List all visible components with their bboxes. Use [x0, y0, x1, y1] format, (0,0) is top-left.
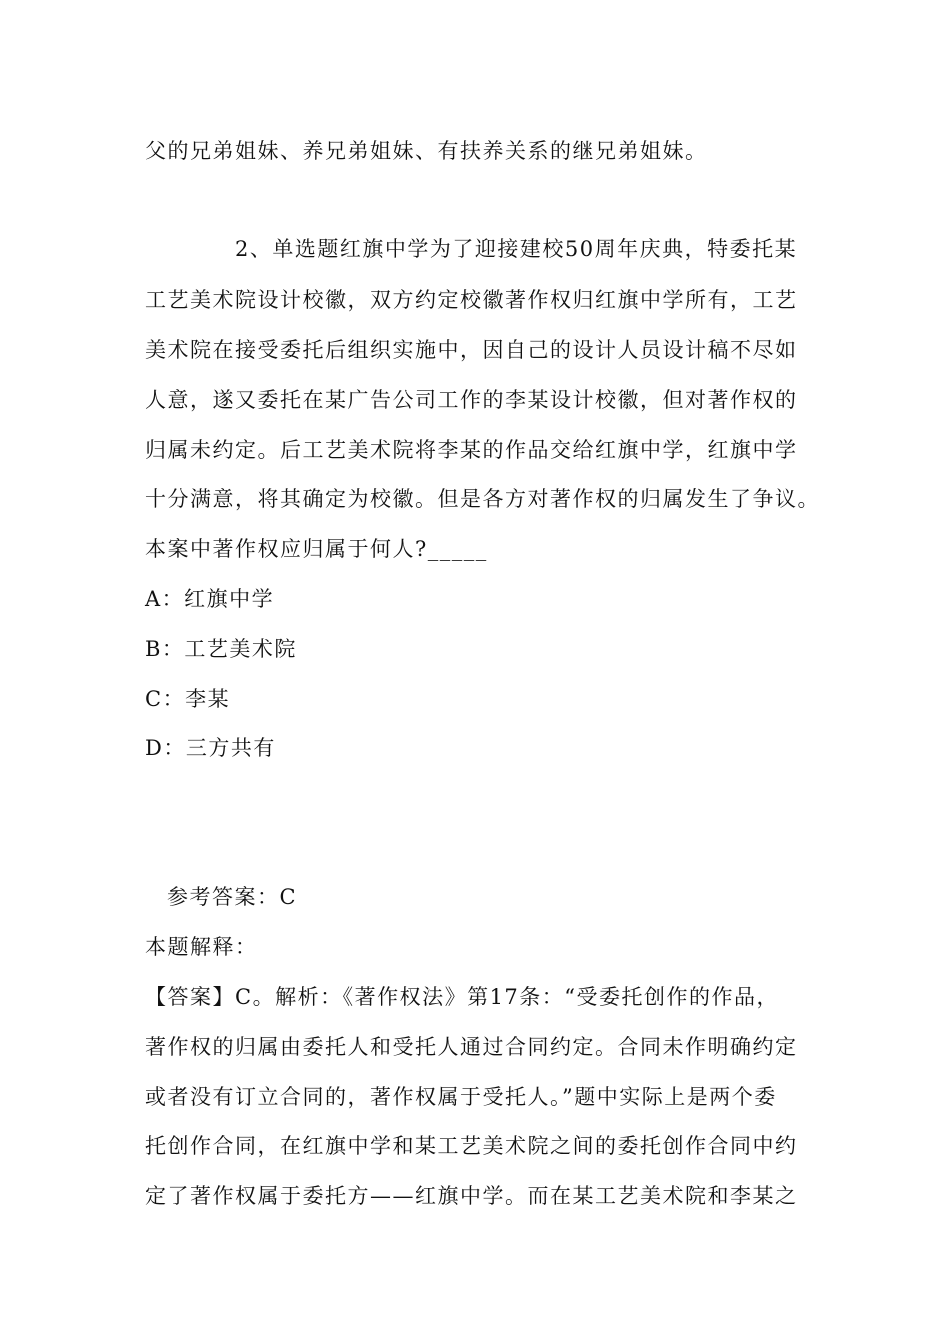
question-line: 本案中著作权应归属于何人?_____ — [145, 537, 488, 561]
question-line: 2、单选题红旗中学为了迎接建校50周年庆典，特委托某 — [235, 237, 798, 261]
question-line: 十分满意，将其确定为校徽。但是各方对著作权的归属发生了争议。 — [145, 487, 820, 511]
question-line: 美术院在接受委托后组织实施中，因自己的设计人员设计稿不尽如 — [145, 338, 798, 362]
reference-answer: 参考答案：C — [167, 885, 298, 909]
question-line: 归属未约定。后工艺美术院将李某的作品交给红旗中学，红旗中学 — [145, 438, 798, 462]
option-b: B：工艺美术院 — [145, 637, 297, 661]
continuation-text: 父的兄弟姐妹、养兄弟姐妹、有扶养关系的继兄弟姐妹。 — [145, 139, 708, 163]
explanation-heading: 本题解释： — [145, 935, 258, 959]
explanation-line: 著作权的归属由委托人和受托人通过合同约定。合同未作明确约定 — [145, 1035, 798, 1059]
option-d: D：三方共有 — [145, 736, 276, 760]
option-c: C：李某 — [145, 687, 231, 711]
question-line: 工艺美术院设计校徽，双方约定校徽著作权归红旗中学所有，工艺 — [145, 288, 798, 312]
question-line: 人意，遂又委托在某广告公司工作的李某设计校徽，但对著作权的 — [145, 388, 798, 412]
explanation-line: 或者没有订立合同的，著作权属于受托人。”题中实际上是两个委 — [145, 1085, 777, 1109]
explanation-line: 【答案】C。解析：《著作权法》第17条：“受委托创作的作品， — [145, 985, 780, 1009]
option-a: A：红旗中学 — [145, 587, 275, 611]
explanation-line: 托创作合同，在红旗中学和某工艺美术院之间的委托创作合同中约 — [145, 1134, 798, 1158]
explanation-line: 定了著作权属于委托方——红旗中学。而在某工艺美术院和李某之 — [145, 1184, 798, 1208]
